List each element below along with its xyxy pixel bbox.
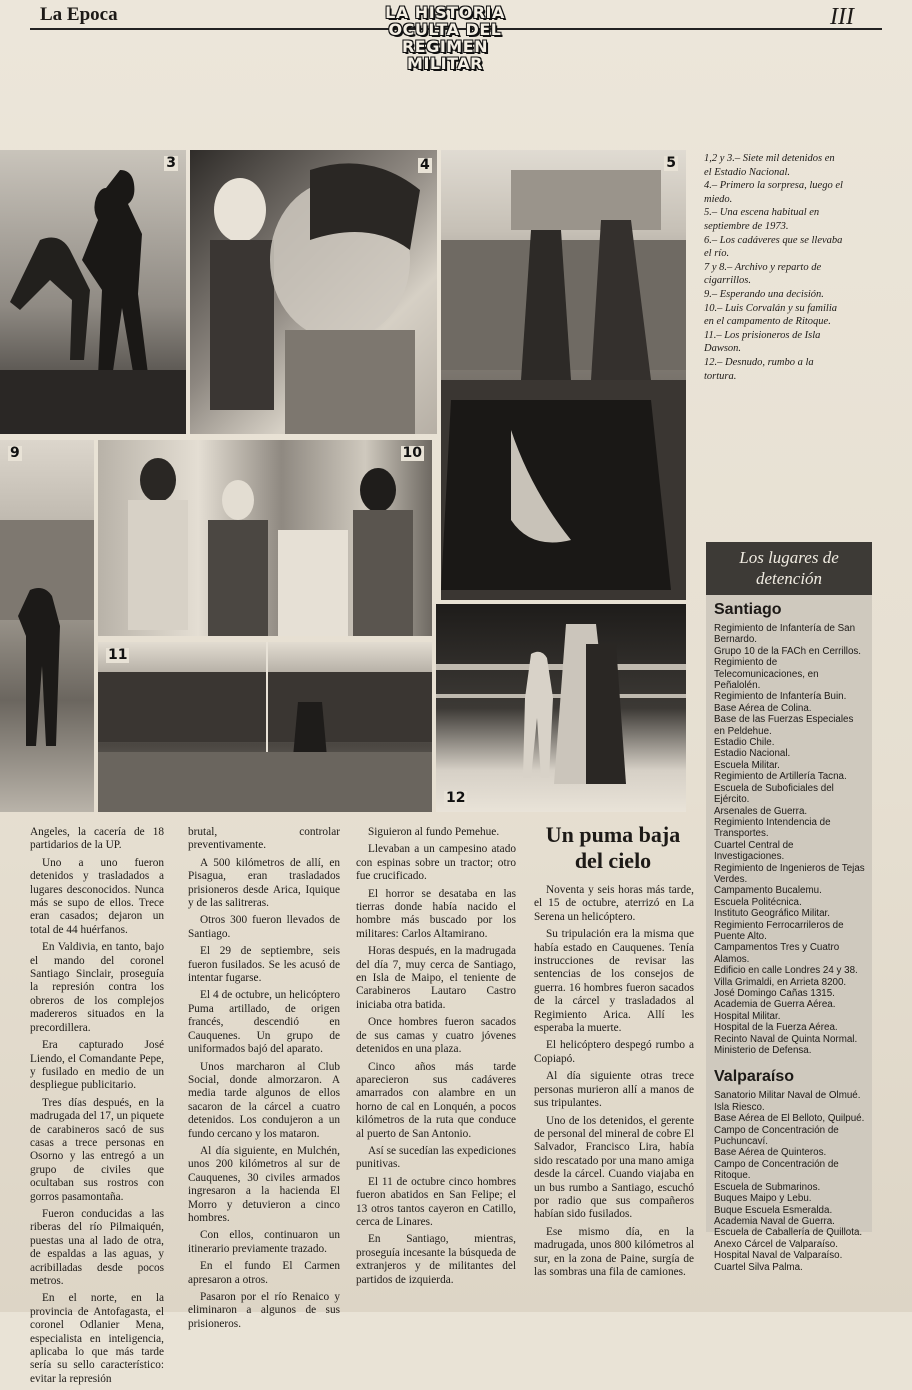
photo-5 <box>441 150 686 600</box>
photo-12-image <box>436 604 686 812</box>
detention-site: Buques Maipo y Lebu. <box>714 1193 812 1205</box>
article-paragraph: Era capturado José Liendo, el Comandante Pepe, y fusilado en medio de un despliegue publicitario. <box>30 1039 164 1092</box>
detention-site: Regimiento Ferrocarrileros de Puente Alto. <box>714 919 844 942</box>
newspaper-name: La Epoca <box>40 4 118 25</box>
photo-4 <box>190 150 437 434</box>
caption: 11.– Los prisioneros de Isla Dawson. <box>704 329 821 355</box>
detention-site: Cuartel Silva Palma. <box>714 1261 803 1273</box>
article-paragraph: El horror se desataba en las tierras donde había nacido el hombre más buscado por los militares: Carlos Altamirano. <box>356 887 516 940</box>
article-paragraph: Su tripulación era la misma que había estado en Cauquenes. Tenía instrucciones de revisar las sentencias de los consejos de guerra. 16 hombres fueron sacados de la cárcel y trasladados al Regimiento Arica. Allí les esperaba la muerte. <box>534 928 694 1035</box>
detention-site: Hospital Militar. <box>714 1010 781 1022</box>
article-paragraph: El 4 de octubre, un helicóptero Puma artillado, de origen francés, descendió en Cauquenes. Un grupo de uniformados bajó del aparato. <box>188 989 340 1056</box>
detention-site: Edificio en calle Londres 24 y 38. <box>714 965 858 977</box>
photo-11-image <box>98 642 432 812</box>
region-santiago: Santiago <box>714 601 782 618</box>
detention-site: Campo de Concentración de Ritoque. <box>714 1158 839 1182</box>
valparaiso-list <box>706 1090 872 1273</box>
article-paragraph: El helicóptero despegó rumbo a Copiapó. <box>534 1039 694 1065</box>
article-paragraph: Noventa y seis horas más tarde, el 15 de octubre, aterrizó en La Serena un helicóptero. <box>534 884 694 923</box>
article-paragraph: Angeles, la cacería de 18 partidarios de la UP. <box>30 826 164 852</box>
photo-5-image <box>441 150 686 600</box>
article-paragraph: El 11 de octubre cinco hombres fueron abatidos en San Felipe; el 13 otros tantos cayeron en Catillo, cerca de Linares. <box>356 1175 516 1228</box>
article-paragraph: Fueron conducidas a las riberas del río Pilmaiquén, puestas una al lado de otra, de espaldas a las aguas, y acribilladas desde pocos metros. <box>30 1207 164 1287</box>
detention-site: Regimiento de Infantería de San Bernardo. <box>714 623 856 646</box>
detention-site: José Domingo Cañas 1315. <box>714 988 835 999</box>
article-paragraph: Unos marcharon al Club Social, donde almorzaron. A media tarde algunos de ellos sacaron de la cárcel a cuatro detenidos. Los condujeron a un fundo cercano y los mataron. <box>188 1060 340 1140</box>
caption: 12.– Desnudo, rumbo a la tortura. <box>704 356 814 382</box>
page-number: III <box>830 4 854 30</box>
article-paragraph: Con ellos, continuaron un itinerario previamente trazado. <box>188 1229 340 1255</box>
detention-site: Base Aérea de El Belloto, Quilpué. <box>714 1113 865 1125</box>
photo-9-image <box>0 440 94 812</box>
detention-site: Recinto Naval de Quinta Normal. <box>714 1033 858 1045</box>
photo-5-number: 5 <box>666 155 676 171</box>
caption: 6.– Los cadáveres que se llevaba el río. <box>704 234 843 260</box>
detention-site: Hospital de la Fuerza Aérea. <box>714 1022 838 1034</box>
detention-site: Hospital Naval de Valparaíso. <box>714 1250 843 1262</box>
article-paragraph: En Valdivia, en tanto, bajo el mando del coronel Santiago Sinclair, proseguía la represión contra los obreros de los complejos madereros situados en la precordillera. <box>30 941 164 1034</box>
article-paragraph: Llevaban a un campesino atado con espinas sobre un tractor; otro fue crucificado. <box>356 843 516 883</box>
article-paragraph: En el norte, en la provincia de Antofagasta, el coronel Odlanier Mena, especialista en inteligencia, aplicaba lo que más tarde sería su sello característico: evitar la represión <box>30 1292 164 1385</box>
detention-site: Regimiento de Ingenieros de Tejas Verdes. <box>714 862 865 885</box>
detention-site: Instituto Geográfico Militar. <box>714 908 830 920</box>
detention-site: Anexo Cárcel de Valparaíso. <box>714 1238 838 1250</box>
photo-10-image <box>98 440 432 636</box>
article-paragraph: Uno de los detenidos, el gerente de personal del mineral de cobre El Salvador, Francisco Lira, había sido rescatado por una mano amiga desde la cárcel. Cuando viajaba en un bus rumbo a Santiago, escuchó por radio que sus compañeros habían sido fusilados. <box>534 1114 694 1221</box>
detention-site: Campamento Bucalemu. <box>714 885 822 897</box>
series-line-1: LA HISTORIA <box>385 3 505 22</box>
detention-site: Estadio Nacional. <box>714 748 791 760</box>
article-paragraph: En Santiago, mientras, proseguía incesante la búsqueda de extranjeros y de militantes del partidos de izquierda. <box>356 1233 516 1286</box>
detention-site: Base Aérea de Quinteros. <box>714 1147 827 1159</box>
series-line-4: MILITAR <box>407 54 483 73</box>
article-column-2 <box>188 826 340 1335</box>
photo-9-number: 9 <box>10 445 20 461</box>
detention-site: Cuartel Central de Investigaciones. <box>714 839 794 863</box>
detention-site: Regimiento de Artillería Tacna. <box>714 771 847 783</box>
photo-11 <box>98 642 432 812</box>
article-paragraph: Once hombres fueron sacados de sus camas y cuatro jóvenes detenidos en una plaza. <box>356 1016 516 1056</box>
detention-site: Escuela Militar. <box>714 759 780 771</box>
detention-site: Escuela de Caballería de Quillota. <box>714 1227 863 1239</box>
article-paragraph: Uno a uno fueron detenidos y trasladados a lugares desconocidos. Nunca más se supo de ellos. Trece eran casados; dejaron un total de 44 huérfanos. <box>30 856 164 936</box>
detention-site: Regimiento Intendencia de Transportes. <box>714 816 831 840</box>
detention-sites-box <box>706 542 872 1273</box>
article-paragraph: Así se sucedían las expediciones punitivas. <box>356 1144 516 1171</box>
article-paragraph: El 29 de septiembre, seis fueron fusilados. Se les acusó de intentar fugarse. <box>188 945 340 985</box>
detention-site: Villa Grimaldi, en Arrieta 8200. <box>714 976 847 988</box>
detention-site: Campo de Concentración de Puchuncaví. <box>714 1124 839 1148</box>
detention-site: Sanatorio Militar Naval de Olmué. <box>714 1090 861 1102</box>
article-column-3 <box>356 826 516 1291</box>
caption: 10.– Luis Corvalán y su familia en el campamento de Ritoque. <box>704 302 838 328</box>
article-paragraph: En el fundo El Carmen apresaron a otros. <box>188 1260 340 1286</box>
photo-10 <box>98 440 432 636</box>
caption: 7 y 8.– Archivo y reparto de cigarrillos. <box>704 261 822 287</box>
caption: 9.– Esperando una decisión. <box>704 288 824 300</box>
article-paragraph: brutal, controlar preventivamente. <box>188 826 340 852</box>
detention-site: Regimiento de Infantería Buin. <box>714 691 847 703</box>
detention-site: Base Aérea de Colina. <box>714 702 812 714</box>
photo-12-number: 12 <box>446 790 466 806</box>
caption: 5.– Una escena habitual en septiembre de 1973. <box>704 207 820 232</box>
photo-11-number: 11 <box>108 647 128 663</box>
caption: 4.– Primero la sorpresa, luego el miedo. <box>704 180 843 205</box>
photo-3 <box>0 150 186 434</box>
series-line-2: OCULTA DEL <box>388 20 502 39</box>
photo-9 <box>0 440 94 812</box>
series-line-3: REGIMEN <box>401 37 489 56</box>
detention-site: Escuela Politécnica. <box>714 896 802 908</box>
article-paragraph: Tres días después, en la madrugada del 17, un piquete de carabineros sacó de sus casas a trece personas en Osorno y las entregó a un grupo de civiles que ocultaban sus rostros con gorros pasamontaña. <box>30 1096 164 1203</box>
article-column-4 <box>534 884 694 1283</box>
photo-3-number: 3 <box>166 155 176 171</box>
caption: 1,2 y 3.– Siete mil detenidos en el Estadio Nacional. <box>704 153 835 178</box>
box-title: Los lugares de detención <box>706 542 872 595</box>
detention-site: Buque Escuela Esmeralda. <box>714 1204 833 1216</box>
article-paragraph: Horas después, en la madrugada del día 7, muy cerca de Santiago, en Isla de Maipo, el teniente de Carabineros Lautaro Castro iniciaba otra batida. <box>356 945 516 1011</box>
article-paragraph: A 500 kilómetros de allí, en Pisagua, eran trasladados prisioneros desde Arica, Iquique y de las salitreras. <box>188 856 340 910</box>
photo-4-image <box>190 150 437 434</box>
photo-3-image <box>0 150 186 434</box>
photo-10-number: 10 <box>402 445 422 461</box>
photo-captions <box>704 152 844 383</box>
detention-site: Campamentos Tres y Cuatro Alamos. <box>714 942 840 965</box>
article-paragraph: Siguieron al fundo Pemehue. <box>368 826 500 838</box>
article-paragraph: Otros 300 fueron llevados de Santiago. <box>188 914 340 940</box>
article-headline: Un puma baja del cielo <box>545 822 681 873</box>
detention-site: Ministerio de Defensa. <box>714 1045 812 1057</box>
article-paragraph: Cinco años más tarde aparecieron sus cadáveres amarrados con alambre en un horno de cal en Lonquén, a pocos kilómetros de la ruta que conduce al puerto de San Antonio. <box>356 1060 516 1140</box>
photo-4-number: 4 <box>420 157 430 173</box>
santiago-list <box>706 623 872 1056</box>
detention-site: Arsenales de Guerra. <box>714 805 808 817</box>
detention-site: Escuela de Suboficiales del Ejército. <box>714 782 834 806</box>
article-paragraph: Al día siguiente, en Mulchén, unos 200 kilómetros al sur de Cauquenes, 30 civiles armados ingresaron a la hacienda El Morro y detuvieron a cinco hombres. <box>188 1144 340 1224</box>
detention-site: Academia de Guerra Aérea. <box>714 999 836 1011</box>
photo-12 <box>436 604 686 812</box>
detention-site: Escuela de Submarinos. <box>714 1181 821 1193</box>
article-column-1 <box>30 826 164 1390</box>
article-paragraph: Al día siguiente otras trece personas murieron allí a manos de sus tripulantes. <box>534 1070 694 1110</box>
detention-site: Isla Riesco. <box>714 1101 765 1113</box>
detention-site: Grupo 10 de la FACh en Cerrillos. <box>714 645 862 657</box>
article-paragraph: Ese mismo día, en la madrugada, unos 800 kilómetros al sur, en la zona de Paine, surgía de las sombras una fila de camiones. <box>534 1225 694 1278</box>
region-valparaiso: Valparaíso <box>714 1068 795 1086</box>
detention-site: Base de las Fuerzas Especiales en Peldehue. <box>714 714 854 737</box>
detention-site: Estadio Chile. <box>714 737 775 749</box>
article-paragraph: Pasaron por el río Renaico y eliminaron a algunos de sus prisioneros. <box>188 1291 340 1330</box>
series-title <box>380 4 510 72</box>
detention-site: Academia Naval de Guerra. <box>714 1215 835 1227</box>
detention-site: Regimiento de Telecomunicaciones, en Peñalolén. <box>714 657 819 692</box>
